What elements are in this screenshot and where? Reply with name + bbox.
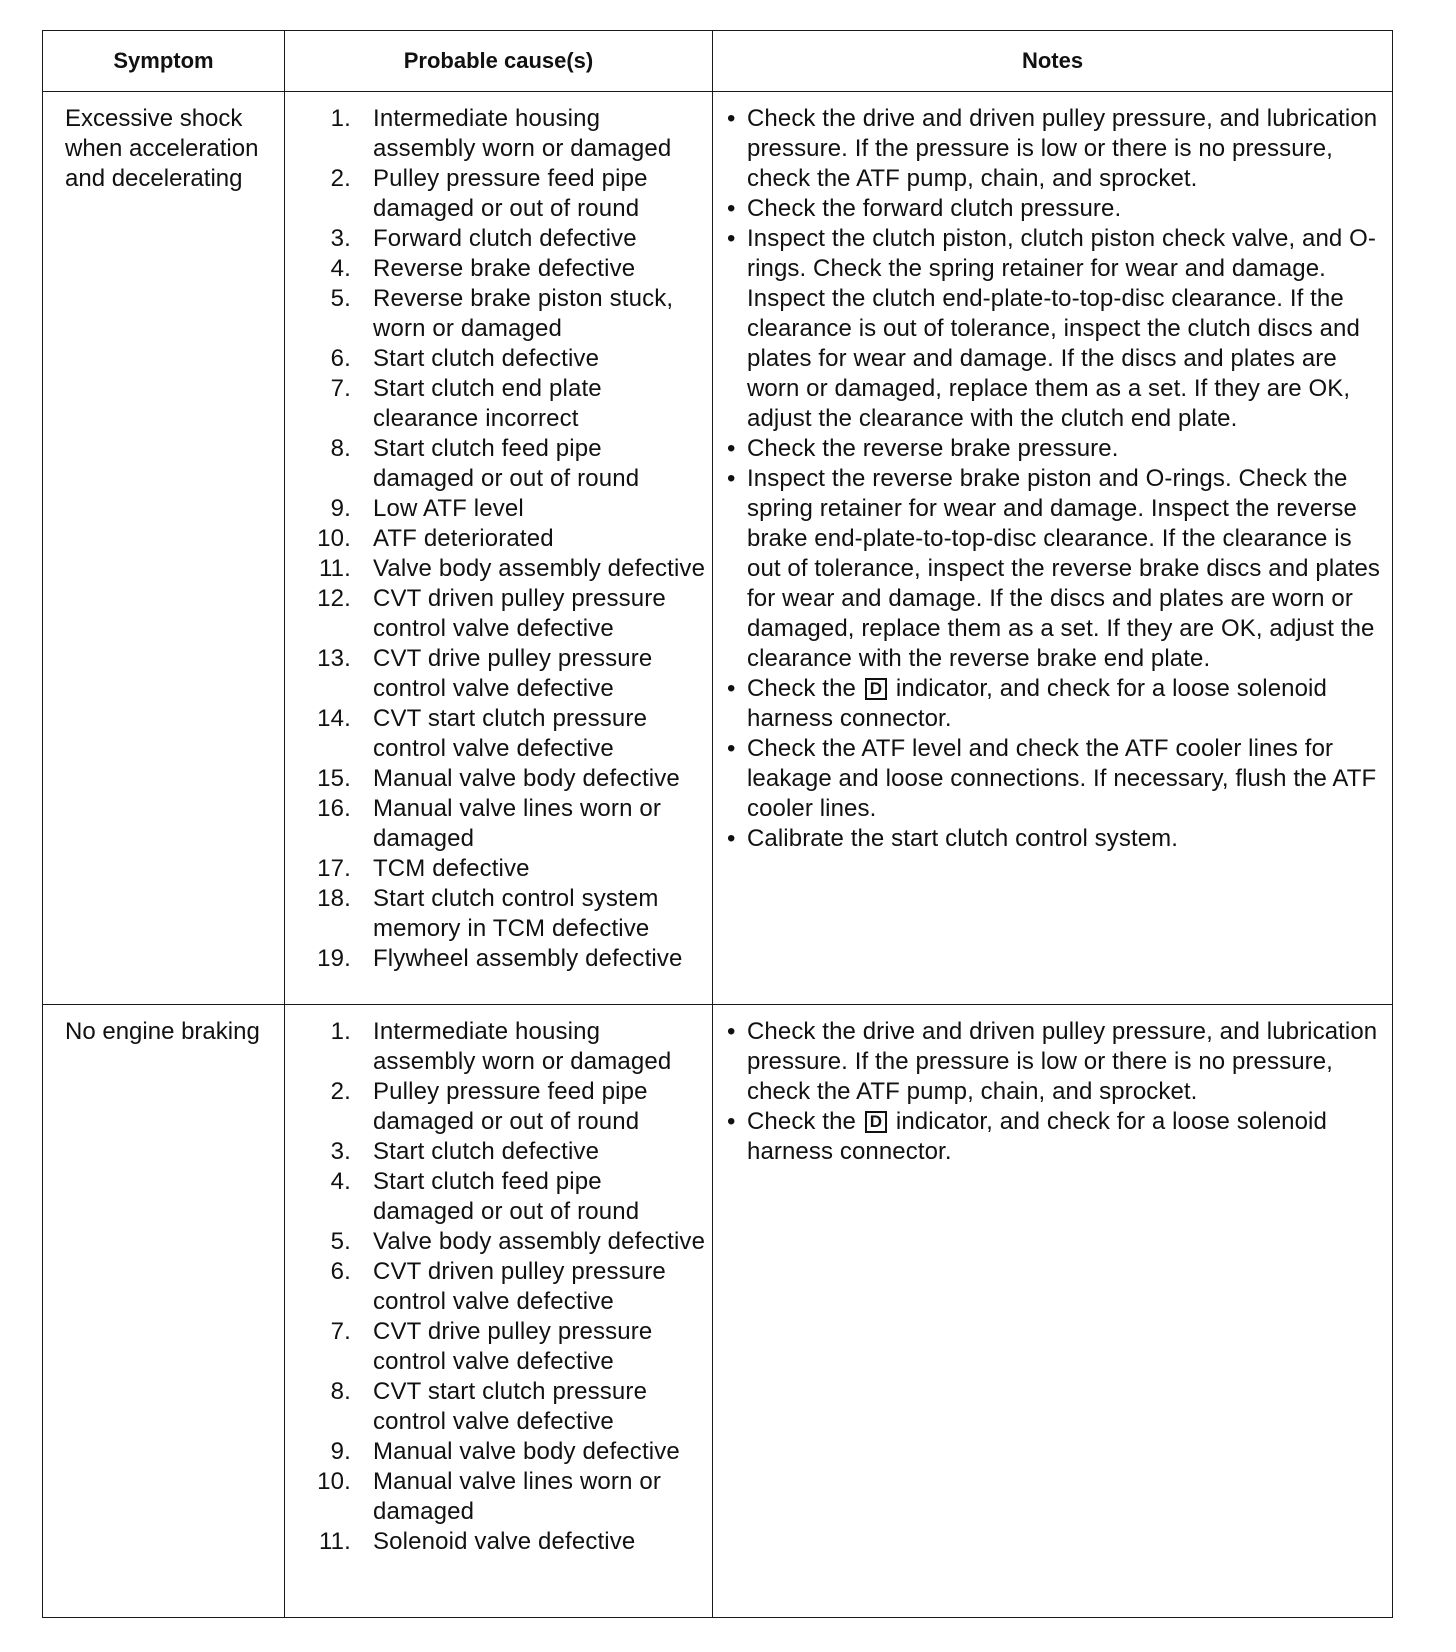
cause-item [307,224,706,254]
cause-number: 11. [318,555,351,582]
cause-item [307,1017,706,1077]
cause-number: 10. [317,1468,351,1495]
cause-text: Pulley pressure feed pipe damaged or out of round [373,1078,648,1135]
cause-number: 12. [317,585,351,612]
cause-number: 8. [330,435,351,462]
cause-item [307,1377,706,1437]
causes-list [307,104,706,974]
cause-number: 17. [317,855,351,882]
cause-number: 6. [330,1258,351,1285]
note-text [747,194,1386,224]
note-item [727,674,1386,734]
cause-item [307,794,706,854]
bullet-icon: • [727,1018,736,1045]
note-text [747,734,1386,824]
cause-text: CVT driven pulley pressure control valve defective [373,1258,666,1315]
cause-item [307,1167,706,1227]
cause-text: Solenoid valve defective [373,1528,636,1555]
cause-text: Low ATF level [373,495,524,522]
cause-text: CVT start clutch pressure control valve defective [373,705,648,762]
cause-number: 13. [317,645,351,672]
cause-text: Manual valve lines worn or damaged [373,795,662,852]
cause-item [307,434,706,494]
cause-text: Flywheel assembly defective [373,945,683,972]
cause-text: Reverse brake defective [373,255,636,282]
note-text [747,434,1386,464]
note-text-segment: Check the ATF level and check the ATF cooler lines for leakage and loose connections. If necessary, flush the ATF cooler lines. [747,735,1377,822]
cause-item [307,554,706,584]
cause-item [307,1467,706,1527]
cause-item [307,764,706,794]
symptom-cell: Excessive shock when acceleration and decelerating [43,92,285,1005]
note-text [747,824,1386,854]
bullet-icon: • [727,465,736,492]
header-symptom: Symptom [43,31,285,92]
cause-number: 4. [330,255,351,282]
cause-number: 11. [318,1528,351,1555]
cause-text: Start clutch feed pipe damaged or out of round [373,435,640,492]
bullet-icon: • [727,435,736,462]
cause-number: 7. [330,375,351,402]
note-text-segment: Inspect the reverse brake piston and O-rings. Check the spring retainer for wear and damage. Inspect the reverse brake end-plate-to-top-disc clearance. If the clearance is out of tolerance, inspect the reverse brake discs and plates for wear and damage. If the discs and plates are worn or damaged, replace them as a set. If they are OK, adjust the clearance with the reverse brake end plate. [747,465,1381,672]
troubleshooting-table [42,30,1393,1618]
cause-text: Start clutch control system memory in TCM defective [373,885,659,942]
bullet-icon: • [727,675,736,702]
cause-item [307,704,706,764]
note-item [727,104,1386,194]
cause-text: Manual valve lines worn or damaged [373,1468,662,1525]
cause-number: 14. [317,705,351,732]
bullet-icon: • [727,105,736,132]
cause-item [307,1137,706,1167]
cause-item [307,1077,706,1137]
note-text [747,464,1386,674]
cause-text: Forward clutch defective [373,225,637,252]
cause-number: 9. [330,495,351,522]
cause-text: Valve body assembly defective [373,1228,706,1255]
cause-item [307,374,706,434]
note-text-segment: Check the forward clutch pressure. [747,195,1122,222]
cause-text: CVT start clutch pressure control valve defective [373,1378,648,1435]
notes-list [727,1017,1386,1167]
note-item [727,224,1386,434]
table-row [43,1005,1393,1618]
cause-text: Reverse brake piston stuck, worn or damaged [373,285,674,342]
symptom-cell: No engine braking [43,1005,285,1618]
causes-cell [285,1005,713,1618]
note-text-segment: Check the drive and driven pulley pressure, and lubrication pressure. If the pressure is low or there is no pressure, check the ATF pump, chain, and sprocket. [747,105,1378,192]
note-text [747,224,1386,434]
note-text [747,674,1386,734]
causes-list [307,1017,706,1557]
note-text-segment: Check the drive and driven pulley pressure, and lubrication pressure. If the pressure is low or there is no pressure, check the ATF pump, chain, and sprocket. [747,1018,1378,1105]
cause-number: 3. [330,1138,351,1165]
cause-number: 19. [317,945,351,972]
cause-item [307,1257,706,1317]
cause-number: 7. [330,1318,351,1345]
cause-text: CVT drive pulley pressure control valve defective [373,645,653,702]
table-header-row [43,31,1393,92]
cause-number: 18. [317,885,351,912]
cause-text: Valve body assembly defective [373,555,706,582]
cause-text: Manual valve body defective [373,765,680,792]
note-text [747,104,1386,194]
table-row [43,92,1393,1005]
cause-number: 6. [330,345,351,372]
note-text-segment: indicator, and check for a loose solenoid harness connector. [747,1108,1327,1165]
d-indicator-icon: D [865,1111,887,1133]
cause-text: Start clutch feed pipe damaged or out of round [373,1168,640,1225]
bullet-icon: • [727,825,736,852]
cause-number: 3. [330,225,351,252]
cause-item [307,254,706,284]
d-indicator-icon: D [865,678,887,700]
cause-number: 9. [330,1438,351,1465]
note-item [727,734,1386,824]
cause-text: Manual valve body defective [373,1438,680,1465]
cause-text: Start clutch end plate clearance incorrect [373,375,602,432]
note-item [727,434,1386,464]
cause-text: Start clutch defective [373,1138,600,1165]
cause-item [307,1437,706,1467]
cause-text: Pulley pressure feed pipe damaged or out of round [373,165,648,222]
header-notes: Notes [713,31,1393,92]
cause-text: ATF deteriorated [373,525,554,552]
cause-text: CVT driven pulley pressure control valve defective [373,585,666,642]
cause-item [307,584,706,644]
cause-text: Intermediate housing assembly worn or damaged [373,105,672,162]
note-item [727,1107,1386,1167]
cause-item [307,854,706,884]
cause-text: Start clutch defective [373,345,600,372]
cause-number: 4. [330,1168,351,1195]
cause-item [307,1317,706,1377]
cause-number: 15. [317,765,351,792]
cause-number: 1. [330,1018,351,1045]
cause-item [307,1527,706,1557]
cause-number: 10. [317,525,351,552]
note-text-segment: indicator, and check for a loose solenoid harness connector. [747,675,1327,732]
notes-list [727,104,1386,854]
cause-text: TCM defective [373,855,530,882]
notes-cell [713,92,1393,1005]
cause-item [307,644,706,704]
cause-item [307,524,706,554]
note-item [727,1017,1386,1107]
cause-item [307,164,706,224]
note-text-segment: Check the reverse brake pressure. [747,435,1119,462]
cause-number: 2. [330,165,351,192]
cause-item [307,104,706,164]
cause-text: CVT drive pulley pressure control valve defective [373,1318,653,1375]
cause-number: 2. [330,1078,351,1105]
cause-number: 16. [317,795,351,822]
bullet-icon: • [727,195,736,222]
cause-item [307,284,706,344]
cause-item [307,1227,706,1257]
cause-item [307,344,706,374]
bullet-icon: • [727,735,736,762]
cause-item [307,884,706,944]
cause-number: 5. [330,1228,351,1255]
cause-item [307,944,706,974]
cause-text: Intermediate housing assembly worn or damaged [373,1018,672,1075]
cause-item [307,494,706,524]
note-item [727,464,1386,674]
note-text-segment: Check the [747,1108,863,1135]
notes-cell [713,1005,1393,1618]
note-text [747,1017,1386,1107]
note-item [727,194,1386,224]
cause-number: 1. [330,105,351,132]
causes-cell [285,92,713,1005]
note-item [727,824,1386,854]
cause-number: 5. [330,285,351,312]
cause-number: 8. [330,1378,351,1405]
bullet-icon: • [727,1108,736,1135]
note-text-segment: Check the [747,675,863,702]
header-probable-causes: Probable cause(s) [285,31,713,92]
table-body [43,92,1393,1618]
note-text-segment: Inspect the clutch piston, clutch piston check valve, and O-rings. Check the spring retainer for wear and damage. Inspect the clutch end-plate-to-top-disc clearance. If the clearance is out of tolerance, inspect the clutch discs and plates for wear and damage. If the discs and plates are worn or damaged, replace them as a set. If they are OK, adjust the clearance with the clutch end plate. [747,225,1376,432]
bullet-icon: • [727,225,736,252]
note-text-segment: Calibrate the start clutch control system. [747,825,1179,852]
note-text [747,1107,1386,1167]
